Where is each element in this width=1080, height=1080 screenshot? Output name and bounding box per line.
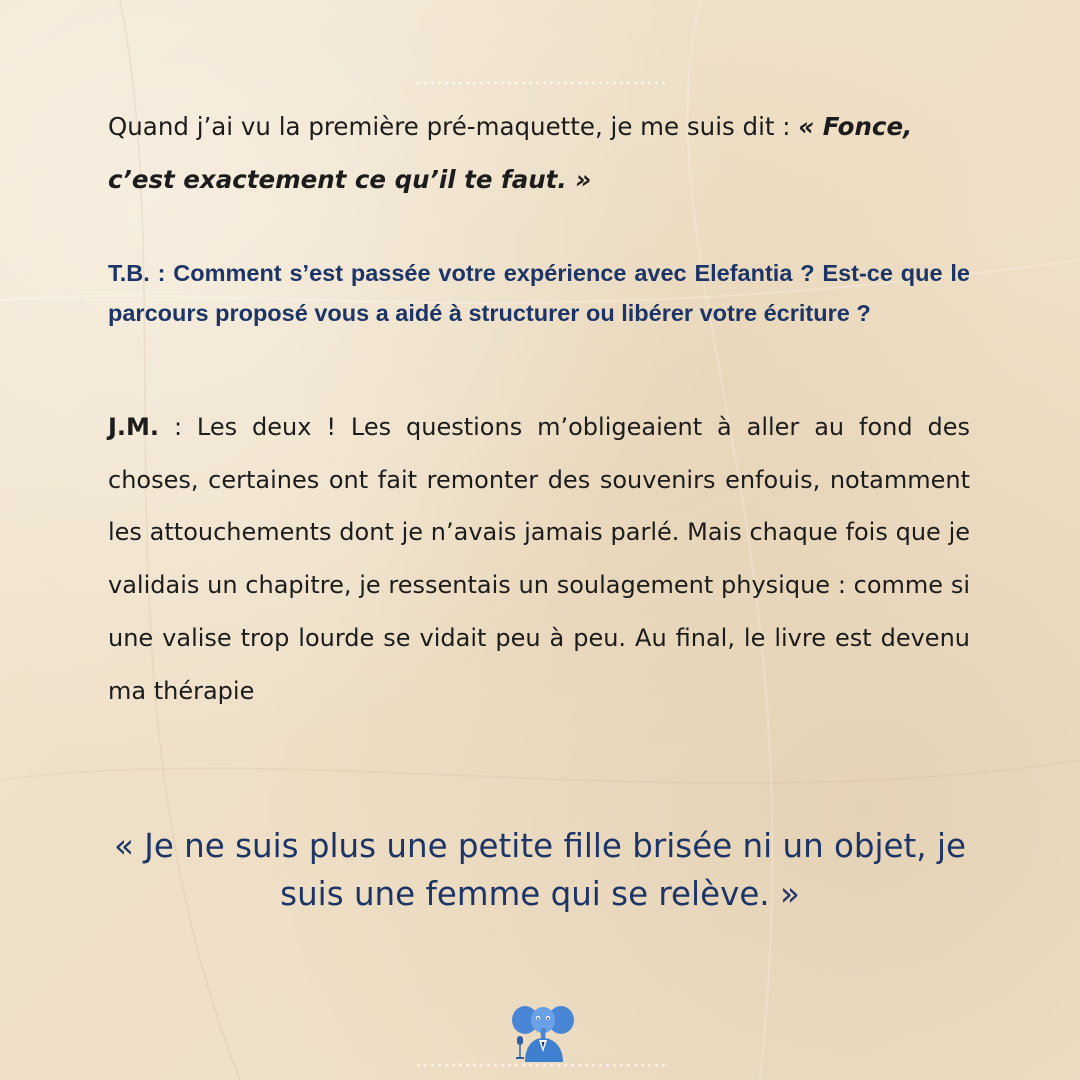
interview-question: T.B. : Comment s’est passée votre expérience avec Elefantia ? Est-ce que le parcours proposé vous a aidé à structurer ou libérer votre écriture ? [108, 260, 970, 326]
interview-answer [108, 401, 970, 717]
elephant-icon [511, 1002, 575, 1062]
intro-text: Quand j’ai vu la première pré-maquette, je me suis dit : [108, 112, 799, 141]
intro-paragraph [108, 100, 970, 206]
answer-text: : Les deux ! Les questions m’obligeaient à aller au fond des choses, certaines ont fait remonter des souvenirs enfouis, notamment les attouchements dont je n’avais jamais parlé. Mais chaque fois que je validais un chapitre, je ressentais un soulagement physique : comme si une valise trop lourde se vidait peu à peu. Au final, le livre est devenu ma thérapie [108, 413, 970, 705]
top-dotted-divider [415, 80, 665, 86]
pull-quote: « Je ne suis plus une petite fille brisée ni un objet, je suis une femme qui se relève. » [114, 827, 966, 913]
bottom-dotted-divider [415, 1062, 665, 1068]
intro-emphasis: « Fonce, c’est exactement ce qu’il te faut. » [108, 112, 913, 194]
answer-speaker: J.M. [108, 413, 160, 441]
